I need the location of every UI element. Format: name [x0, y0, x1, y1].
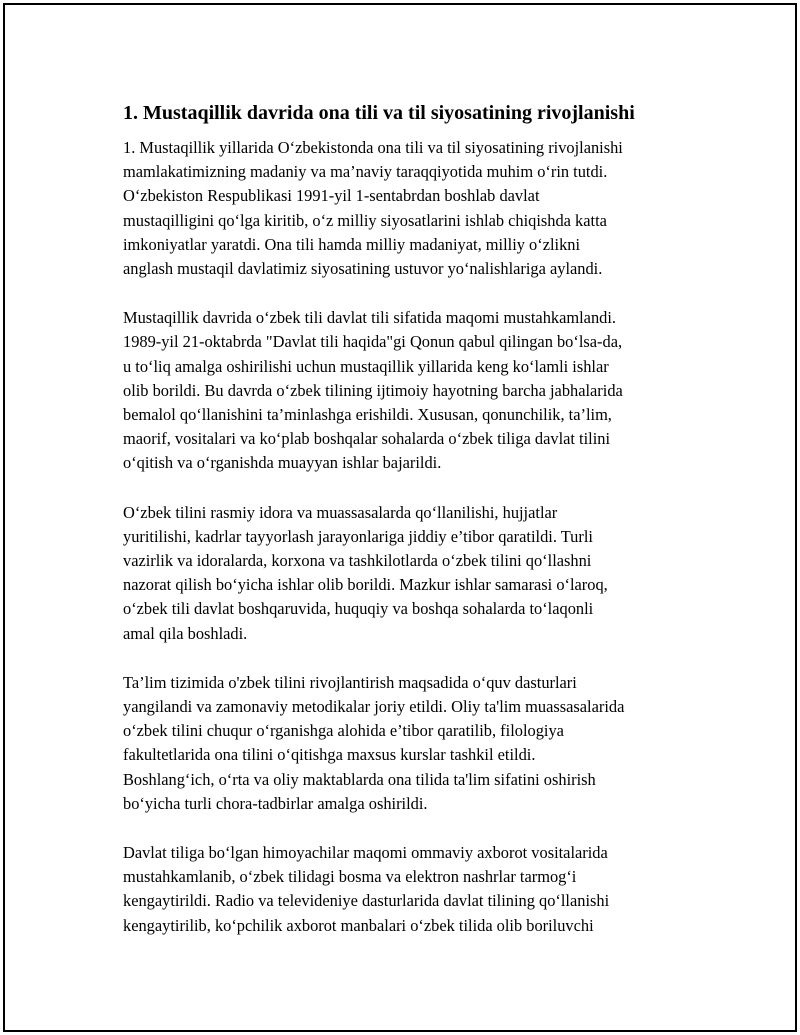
text-line: O‘zbek tilini rasmiy idora va muassasalarda qo‘llanilishi, hujjatlar — [123, 502, 558, 522]
text-line: 1. Mustaqillik yillarida O‘zbekistonda ona tili va til siyosatining rivojlanishi — [123, 138, 623, 157]
text-line: o‘qitish va o‘rganishda muayyan ishlar bajarildi. — [123, 453, 442, 473]
text-line: maorif, vositalari va ko‘plab boshqalar sohalarda o‘zbek tiliga davlat tilini — [123, 429, 611, 449]
paragraph-4 — [123, 671, 695, 816]
text-line: Boshlang‘ich, o‘rta va oliy maktablarda ona tilida ta'lim sifatini oshirish — [123, 769, 596, 789]
text-line: O‘zbekiston Respublikasi 1991-yil 1-sentabrdan boshlab davlat — [123, 186, 540, 206]
document-body — [123, 99, 695, 963]
text-line: 1989-yil 21-oktabrda "Davlat tili haqida"gi Qonun qabul qilingan bo‘lsa-da, — [123, 332, 623, 352]
text-line: kengaytirilib, ko‘pchilik axborot manbalari o‘zbek tilida olib boriluvchi — [123, 915, 594, 935]
paragraph-3 — [123, 501, 695, 646]
text-line: imkoniyatlar yaratdi. Ona tili hamda milliy madaniyat, milliy o‘zlikni — [123, 234, 581, 254]
text-line: o‘zbek tilini chuqur o‘rganishga alohida e’tibor qaratilib, filologiya — [123, 721, 564, 741]
text-line: bemalol qo‘llanishini ta’minlashga erishildi. Xususan, qonunchilik, ta’lim, — [123, 405, 612, 425]
page-frame — [3, 3, 797, 1032]
text-line: anglash mustaqil davlatimiz siyosatining ustuvor yo‘nalishlariga aylandi. — [123, 259, 603, 279]
text-line: amal qila boshladi. — [123, 623, 248, 643]
text-line: yuritilishi, kadrlar tayyorlash jarayonlariga jiddiy e’tibor qaratildi. Turli — [123, 526, 593, 546]
text-line: vazirlik va idoralarda, korxona va tashkilotlarda o‘zbek tilini qo‘llashni — [123, 551, 592, 571]
text-line: kengaytirildi. Radio va televideniye dasturlarida davlat tilining qo‘llanishi — [123, 891, 610, 911]
text-line: Davlat tiliga bo‘lgan himoyachilar maqomi ommaviy axborot vositalarida — [123, 843, 608, 863]
text-line: yangilandi va zamonaviy metodikalar joriy etildi. Oliy ta'lim muassasalarida — [123, 697, 625, 717]
text-line: fakultetlarida ona tilini o‘qitishga maxsus kurslar tashkil etildi. — [123, 745, 536, 765]
text-line: Mustaqillik davrida o‘zbek tili davlat tili sifatida maqomi mustahkamlandi. — [123, 308, 616, 328]
text-line: mamlakatimizning madaniy va ma’naviy taraqqiyotida muhim o‘rin tutdi. — [123, 162, 608, 182]
text-line: olib borildi. Bu davrda o‘zbek tilining ijtimoiy hayotning barcha jabhalarida — [123, 380, 623, 400]
text-line: nazorat qilish bo‘yicha ishlar olib borildi. Mazkur ishlar samarasi o‘laroq, — [123, 575, 608, 595]
text-line: mustahkamlanib, o‘zbek tilidagi bosma va elektron nashrlar tarmog‘i — [123, 867, 577, 887]
text-line: mustaqilligini qo‘lga kiritib, o‘z milliy siyosatlarini ishlab chiqishda katta — [123, 210, 607, 230]
text-line: o‘zbek tili davlat boshqaruvida, huquqiy va boshqa sohalarda to‘laqonli — [123, 599, 594, 619]
paragraph-5 — [123, 841, 695, 938]
text-line: bo‘yicha turli chora-tadbirlar amalga oshirildi. — [123, 793, 428, 813]
paragraph-1 — [123, 136, 695, 281]
paragraph-2 — [123, 306, 695, 475]
document-title: 1. Mustaqillik davrida ona tili va til siyosatining rivojlanishi — [123, 102, 635, 124]
text-line: Ta’lim tizimida o'zbek tilini rivojlantirish maqsadida o‘quv dasturlari — [123, 672, 577, 692]
text-line: u to‘liq amalga oshirilishi uchun mustaqillik yillarida keng ko‘lamli ishlar — [123, 356, 609, 376]
